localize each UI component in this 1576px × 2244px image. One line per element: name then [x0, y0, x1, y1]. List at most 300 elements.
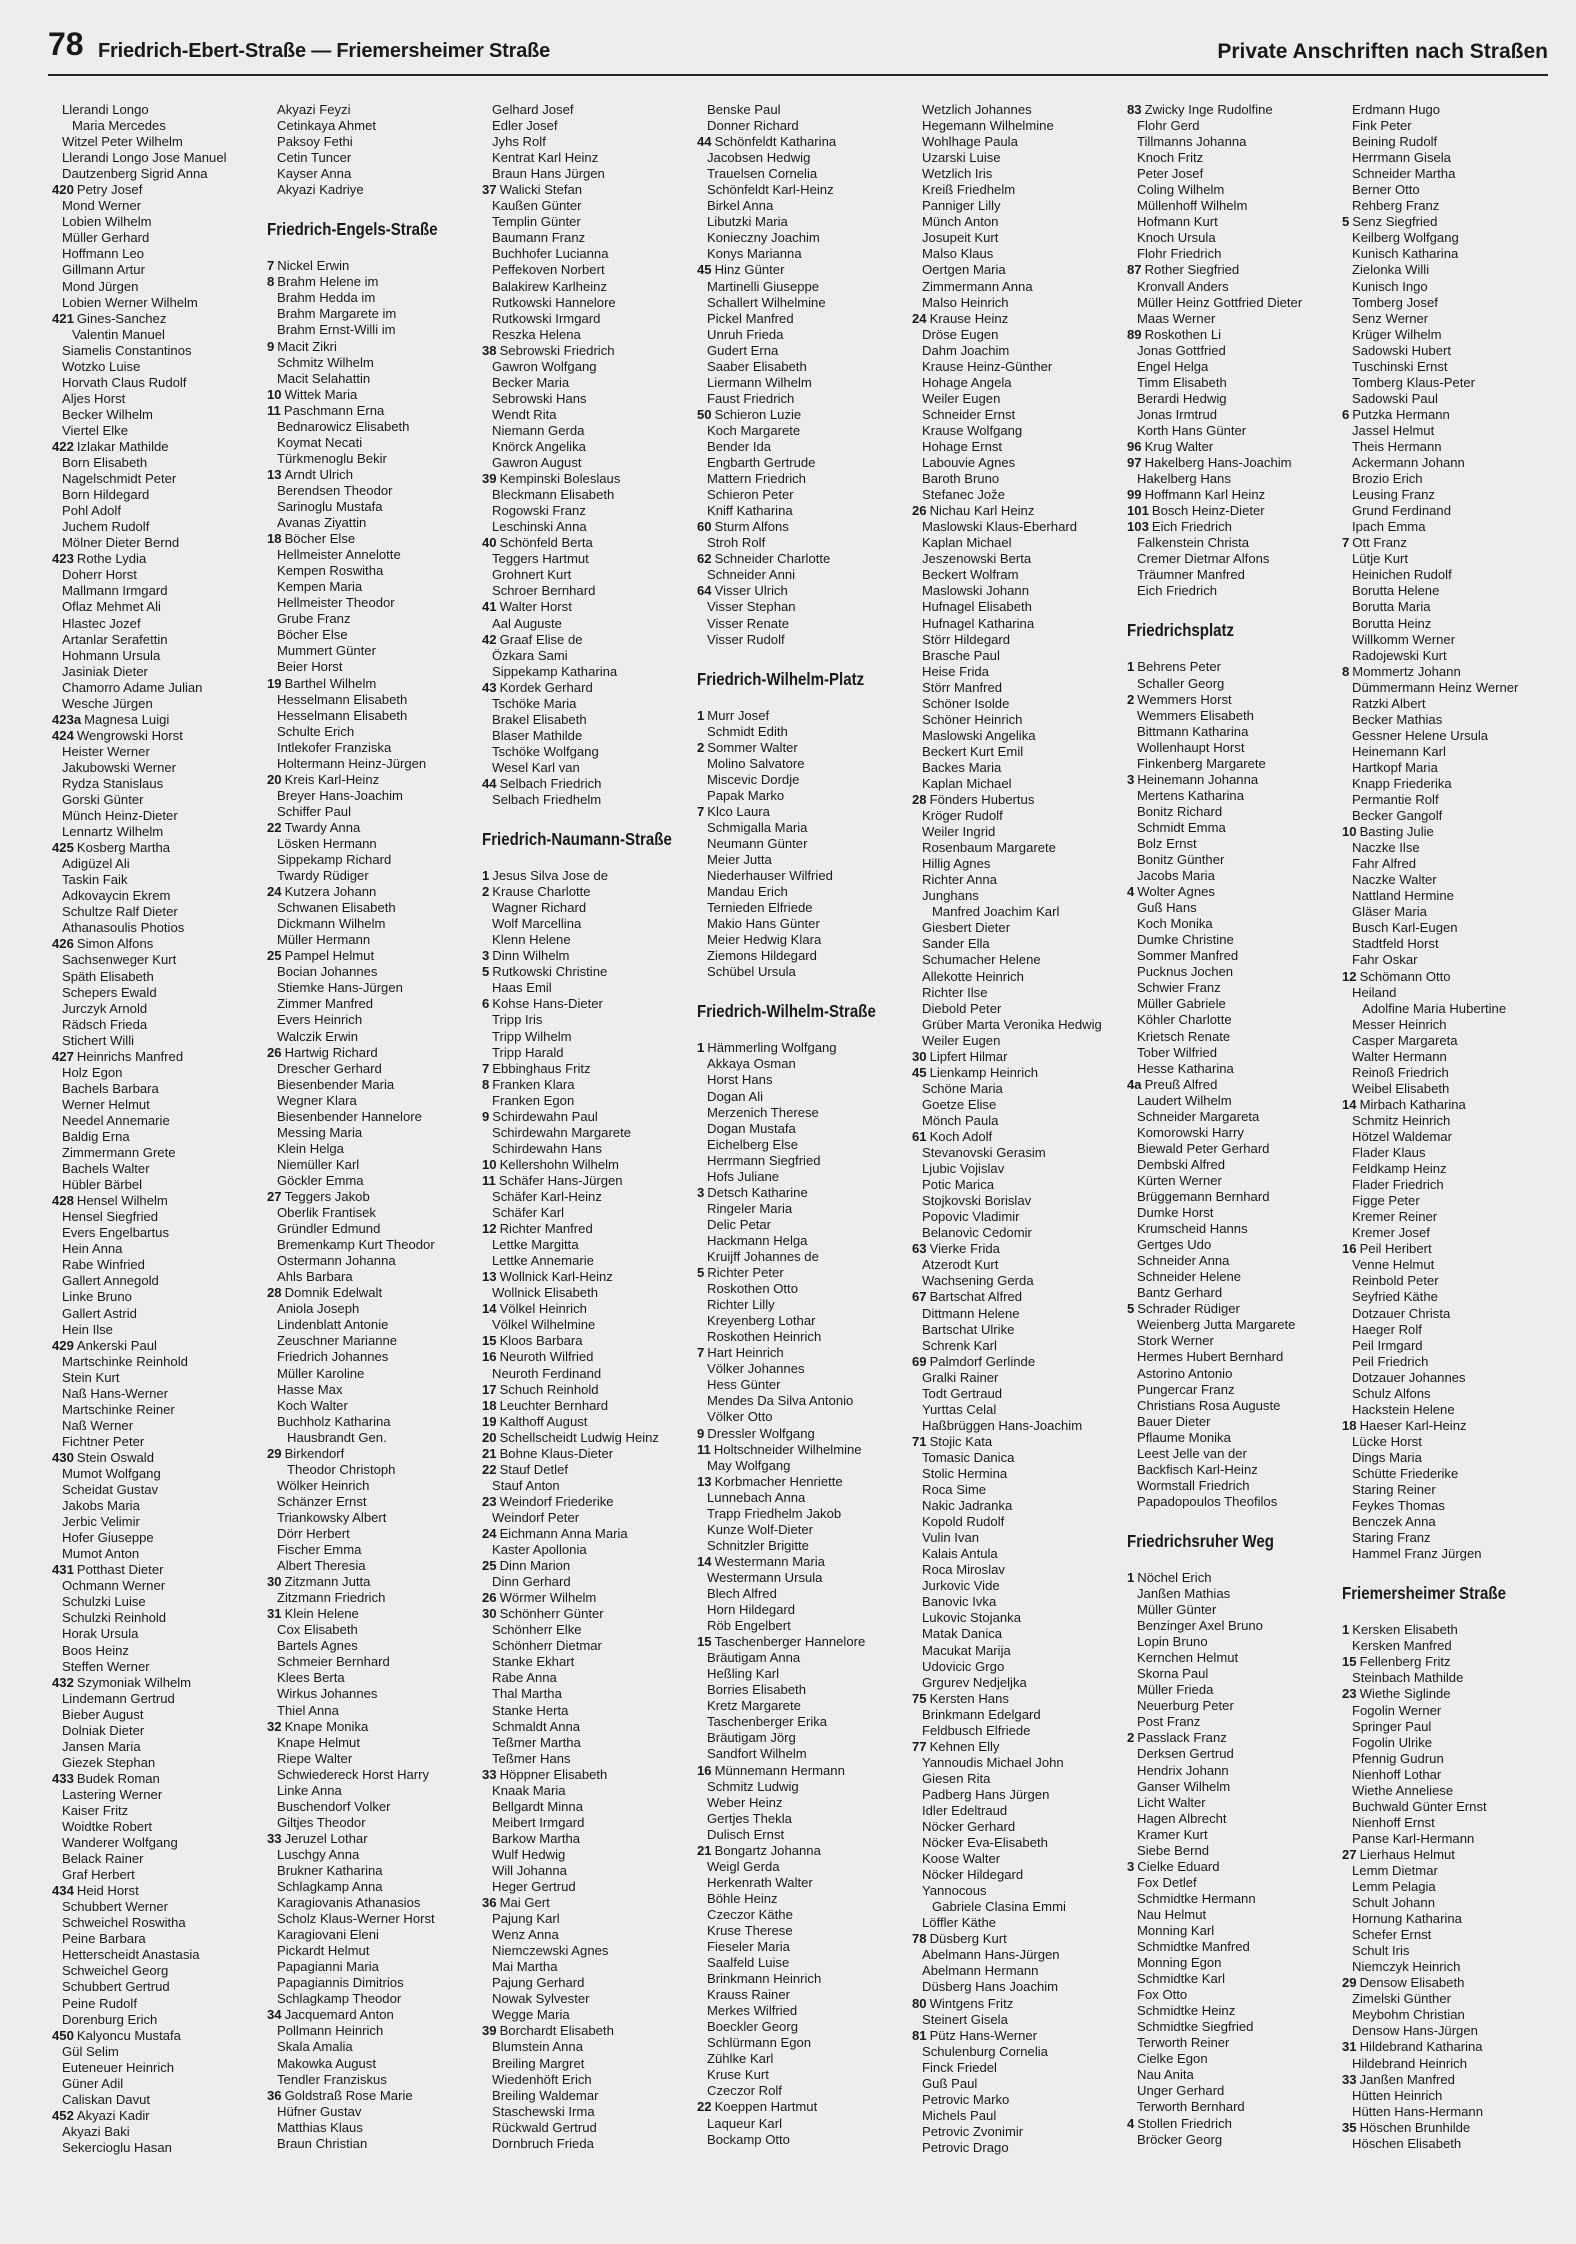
resident-entry [52, 311, 267, 327]
resident-entry [52, 1450, 267, 1466]
resident-entry [912, 1498, 1127, 1514]
house-number: 45 [912, 1064, 927, 1080]
resident-name: Türkmenoglu Bekir [277, 450, 387, 466]
resident-entry [1127, 1779, 1342, 1795]
resident-name: Lettke Annemarie [492, 1253, 594, 1269]
resident-name: Hesse Katharina [1137, 1060, 1234, 1076]
resident-name: Cielke Egon [1137, 2051, 1208, 2067]
resident-entry [912, 2092, 1127, 2108]
resident-name: Roca Miroslav [922, 1562, 1005, 1578]
resident-entry [697, 423, 912, 439]
resident-name: Franken Egon [492, 1092, 575, 1108]
resident-name: Steffen Werner [62, 1658, 150, 1674]
resident-name: Pungercar Franz [1137, 1381, 1235, 1397]
resident-name: Feykes Thomas [1352, 1498, 1445, 1514]
resident-name: Brahm Hedda im [277, 290, 376, 306]
resident-name: Engel Helga [1137, 358, 1209, 374]
resident-name: Evers Engelbartus [62, 1225, 169, 1241]
resident-entry [267, 1221, 482, 1237]
resident-entry [1342, 1209, 1557, 1225]
resident-entry [912, 551, 1127, 567]
resident-name: Düsberg Kurt [929, 1931, 1007, 1947]
resident-entry [1127, 996, 1342, 1012]
resident-entry [482, 632, 697, 648]
resident-entry [52, 2108, 267, 2124]
resident-name: Hesselmann Elisabeth [277, 691, 408, 707]
resident-entry [267, 499, 482, 515]
resident-name: Jeruzel Lothar [284, 1830, 368, 1846]
resident-name: Papak Marko [707, 787, 785, 803]
resident-name: Schuch Reinhold [499, 1381, 599, 1397]
resident-entry [1342, 1530, 1557, 1546]
resident-entry [52, 1787, 267, 1803]
resident-entry [52, 904, 267, 920]
resident-entry [697, 1329, 912, 1345]
resident-entry [697, 1939, 912, 1955]
resident-name: Erdmann Hugo [1352, 102, 1441, 117]
resident-entry [1127, 407, 1342, 423]
resident-entry [697, 150, 912, 166]
resident-entry [697, 230, 912, 246]
resident-name: Athanasoulis Photios [62, 920, 185, 936]
resident-entry [267, 659, 482, 675]
resident-entry [482, 680, 697, 696]
resident-entry [1127, 1398, 1342, 1414]
resident-entry [482, 1029, 697, 1045]
resident-name: Hohmann Ursula [62, 647, 161, 663]
resident-entry [912, 567, 1127, 583]
house-number: 81 [912, 2027, 927, 2043]
resident-entry [912, 1434, 1127, 1450]
resident-name: Stauf Detlef [499, 1461, 568, 1477]
resident-entry [912, 1145, 1127, 1161]
resident-entry [267, 1317, 482, 1333]
resident-name: Heinemann Johanna [1137, 771, 1259, 787]
resident-entry [697, 1201, 912, 1217]
resident-entry [1342, 1975, 1557, 1991]
street-heading: Friedrich-Engels-Straße [267, 219, 438, 240]
resident-name: Pflaume Monika [1137, 1429, 1231, 1445]
resident-entry [482, 1494, 697, 1510]
resident-entry [267, 836, 482, 852]
resident-entry [52, 1915, 267, 1931]
house-number: 14 [482, 1301, 497, 1317]
resident-entry [52, 1755, 267, 1771]
resident-entry [1127, 788, 1342, 804]
resident-entry [912, 246, 1127, 262]
resident-entry [267, 1398, 482, 1414]
resident-name: Zimelski Günther [1352, 1991, 1451, 2007]
resident-entry [482, 182, 697, 198]
resident-name: Kaußen Günter [492, 198, 582, 214]
resident-name: Sturm Alfons [714, 519, 789, 535]
house-number: 5 [1342, 214, 1350, 230]
resident-entry [697, 1586, 912, 1602]
resident-entry [52, 583, 267, 599]
resident-name: Zeuschner Marianne [277, 1333, 398, 1349]
resident-entry [697, 1153, 912, 1169]
resident-entry [267, 2072, 482, 2088]
resident-name: Macit Zikri [277, 338, 337, 354]
resident-entry [52, 888, 267, 904]
resident-name: Adigüzel Ali [62, 856, 130, 872]
resident-name: Klees Berta [277, 1670, 345, 1686]
resident-entry [52, 1931, 267, 1947]
resident-entry [1127, 1349, 1342, 1365]
resident-entry [912, 359, 1127, 375]
resident-name: Leest Jelle van der [1137, 1445, 1247, 1461]
resident-name: Seyfried Käthe [1352, 1289, 1438, 1305]
resident-entry [1342, 904, 1557, 920]
resident-name: Kreyenberg Lothar [707, 1313, 816, 1329]
resident-entry [1342, 1402, 1557, 1418]
resident-entry [482, 102, 697, 118]
resident-name: Klco Laura [707, 803, 770, 819]
resident-entry [52, 2044, 267, 2060]
resident-entry [482, 1638, 697, 1654]
resident-name: Haas Emil [492, 980, 552, 996]
resident-entry [267, 547, 482, 563]
resident-name: Walter Hermann [1352, 1048, 1447, 1064]
resident-name: Hausbrandt Gen. [287, 1429, 387, 1445]
resident-name: Schmidt Edith [707, 723, 788, 739]
resident-entry [267, 852, 482, 868]
resident-name: Ochmann Werner [62, 1578, 166, 1594]
resident-name: Sommer Walter [707, 739, 798, 755]
resident-name: Brahm Margarete im [277, 306, 397, 322]
resident-entry [912, 1546, 1127, 1562]
resident-name: Bleckmann Elisabeth [492, 487, 615, 503]
resident-entry [1127, 2116, 1342, 2132]
resident-name: Tillmanns Johanna [1137, 134, 1247, 150]
resident-name: Bartschat Ulrike [922, 1321, 1015, 1337]
resident-entry [912, 712, 1127, 728]
resident-entry [1342, 1799, 1557, 1815]
resident-entry [697, 1089, 912, 1105]
resident-name: Heger Gertrud [492, 1879, 576, 1895]
resident-name: Borutta Maria [1352, 599, 1431, 615]
resident-entry [697, 1746, 912, 1762]
resident-entry [482, 2088, 697, 2104]
house-number: 425 [52, 840, 74, 856]
resident-entry [482, 2104, 697, 2120]
resident-name: Vulin Ivan [922, 1530, 980, 1546]
resident-entry [1342, 1927, 1557, 1943]
resident-entry [267, 1622, 482, 1638]
resident-name: Biesenbender Maria [277, 1076, 395, 1092]
resident-entry [912, 1707, 1127, 1723]
resident-entry [912, 1450, 1127, 1466]
resident-entry [482, 1398, 697, 1414]
resident-entry [52, 1883, 267, 1899]
resident-name: Twardy Anna [284, 819, 361, 835]
resident-name: Richter Peter [707, 1265, 784, 1281]
resident-entry [697, 1907, 912, 1923]
resident-entry [52, 680, 267, 696]
resident-name: Dröse Eugen [922, 326, 999, 342]
resident-name: Venne Helmut [1352, 1257, 1435, 1273]
resident-entry [1342, 1654, 1557, 1670]
resident-name: Holz Egon [62, 1064, 123, 1080]
resident-name: Manfred Joachim Karl [932, 904, 1060, 920]
resident-entry [52, 1643, 267, 1659]
house-number: 45 [697, 262, 712, 278]
resident-entry [482, 359, 697, 375]
resident-entry [482, 1478, 697, 1494]
house-number: 432 [52, 1674, 74, 1690]
resident-name: Schroer Bernhard [492, 583, 596, 599]
resident-name: Haeser Karl-Heinz [1359, 1417, 1467, 1433]
resident-entry [482, 1205, 697, 1221]
resident-name: Wölker Heinrich [277, 1477, 370, 1493]
resident-entry [267, 1237, 482, 1253]
resident-entry [482, 1189, 697, 1205]
resident-name: Schäfer Karl [492, 1205, 565, 1221]
resident-entry [482, 1061, 697, 1077]
resident-name: Karagiovani Eleni [277, 1927, 379, 1943]
resident-entry [697, 102, 912, 118]
resident-name: Busch Karl-Eugen [1352, 920, 1458, 936]
resident-name: Bittmann Katharina [1137, 723, 1249, 739]
resident-entry [52, 1851, 267, 1867]
resident-entry [52, 423, 267, 439]
resident-entry [697, 166, 912, 182]
resident-name: Kersken Elisabeth [1352, 1622, 1458, 1638]
house-number: 42 [482, 631, 497, 647]
resident-name: Berardi Hedwig [1137, 390, 1227, 406]
resident-name: Born Elisabeth [62, 455, 148, 471]
directory-columns [52, 102, 1542, 2182]
resident-name: Casper Margareta [1352, 1032, 1458, 1048]
resident-entry [1127, 2083, 1342, 2099]
resident-entry [267, 1975, 482, 1991]
resident-name: Krause Charlotte [492, 884, 591, 900]
resident-entry [482, 2136, 697, 2152]
resident-name: Stefanec Jože [922, 487, 1005, 503]
house-number: 10 [1342, 824, 1357, 840]
resident-name: Goldstraß Rose Marie [284, 2087, 413, 2103]
resident-entry [52, 985, 267, 1001]
resident-entry [482, 964, 697, 980]
resident-entry [912, 1514, 1127, 1530]
resident-name: Hammel Franz Jürgen [1352, 1546, 1482, 1562]
resident-name: Guß Paul [922, 2075, 978, 2091]
resident-name: Schmitz Ludwig [707, 1778, 799, 1794]
resident-entry [52, 1402, 267, 1418]
resident-name: Leschinski Anna [492, 519, 587, 535]
resident-entry [52, 1081, 267, 1097]
resident-name: Dickmann Wilhelm [277, 916, 386, 932]
resident-name: Rutkowski Irmgard [492, 310, 601, 326]
resident-entry [1127, 1029, 1342, 1045]
resident-entry [482, 487, 697, 503]
resident-name: Euteneuer Heinrich [62, 2059, 175, 2075]
resident-name: Grohnert Kurt [492, 567, 572, 583]
resident-entry [482, 1012, 697, 1028]
resident-name: Breiling Waldemar [492, 2087, 599, 2103]
resident-name: Beier Horst [277, 659, 343, 675]
resident-name: Gawron Wolfgang [492, 358, 597, 374]
resident-entry [912, 1273, 1127, 1289]
resident-name: Steinert Gisela [922, 2011, 1008, 2027]
resident-entry [482, 1686, 697, 1702]
resident-entry [482, 343, 697, 359]
resident-name: Sebrowski Friedrich [499, 342, 615, 358]
house-number: 77 [912, 1738, 927, 1754]
resident-name: Matthias Klaus [277, 2119, 363, 2135]
resident-name: Unger Gerhard [1137, 2083, 1225, 2099]
resident-entry [912, 1049, 1127, 1065]
resident-name: Senz Werner [1352, 310, 1429, 326]
resident-entry [1342, 2120, 1557, 2136]
resident-name: Atzerodt Kurt [922, 1257, 999, 1273]
resident-name: Schöner Isolde [922, 695, 1010, 711]
house-number: 44 [697, 134, 712, 150]
resident-entry [1342, 1815, 1557, 1831]
resident-entry [912, 1193, 1127, 1209]
resident-name: Jesus Silva Jose de [492, 868, 609, 884]
resident-entry [912, 327, 1127, 343]
resident-entry [912, 952, 1127, 968]
house-number: 5 [482, 964, 490, 980]
resident-name: Merzenich Therese [707, 1104, 819, 1120]
resident-entry [912, 2124, 1127, 2140]
resident-name: Hetterscheidt Anastasia [62, 1947, 200, 1963]
resident-name: Hufnagel Elisabeth [922, 599, 1032, 615]
resident-name: Weiler Eugen [922, 1032, 1001, 1048]
resident-name: Zitzmann Friedrich [277, 1590, 386, 1606]
resident-entry [267, 595, 482, 611]
house-number: 24 [912, 310, 927, 326]
resident-name: Sebrowski Hans [492, 390, 587, 406]
resident-entry [697, 1265, 912, 1281]
resident-name: Kunisch Katharina [1352, 246, 1459, 262]
resident-name: Murr Josef [707, 707, 770, 723]
resident-name: Kayser Anna [277, 166, 352, 182]
resident-entry [912, 102, 1127, 118]
resident-name: Krüger Wilhelm [1352, 326, 1442, 342]
resident-name: Hartwig Richard [284, 1044, 378, 1060]
resident-entry [267, 1943, 482, 1959]
resident-name: Heinemann Karl [1352, 743, 1446, 759]
resident-entry [52, 1819, 267, 1835]
resident-entry [697, 2051, 912, 2067]
resident-entry [482, 1317, 697, 1333]
resident-name: Stadtfeld Horst [1352, 936, 1439, 952]
resident-entry [697, 868, 912, 884]
resident-name: Tripp Harald [492, 1044, 564, 1060]
resident-entry [482, 1911, 697, 1927]
resident-name: Knaak Maria [492, 1782, 566, 1798]
resident-entry [912, 375, 1127, 391]
resident-name: Jasiniak Dieter [62, 663, 148, 679]
resident-name: Domnik Edelwalt [284, 1285, 383, 1301]
resident-name: Preuß Alfred [1144, 1076, 1218, 1092]
resident-entry [52, 1225, 267, 1241]
resident-entry [912, 1225, 1127, 1241]
resident-name: Finck Friedel [922, 2059, 997, 2075]
resident-entry [267, 1815, 482, 1831]
resident-name: Kronvall Anders [1137, 278, 1229, 294]
resident-entry [697, 551, 912, 567]
resident-entry [1342, 792, 1557, 808]
resident-name: Monning Egon [1137, 1955, 1222, 1971]
house-number: 3 [697, 1184, 705, 1200]
resident-name: Nattland Hermine [1352, 888, 1454, 904]
resident-name: Hoffmann Leo [62, 246, 145, 262]
resident-entry [912, 1113, 1127, 1129]
resident-name: Jerbic Velimir [62, 1514, 140, 1530]
resident-name: Kaster Apollonia [492, 1542, 587, 1558]
resident-name: Ringeler Maria [707, 1200, 793, 1216]
resident-entry [52, 1610, 267, 1626]
resident-entry [267, 1783, 482, 1799]
resident-name: Becker Gangolf [1352, 808, 1443, 824]
resident-name: Mirbach Katharina [1359, 1096, 1466, 1112]
house-number: 28 [912, 792, 927, 808]
resident-entry [1127, 740, 1342, 756]
resident-entry [52, 375, 267, 391]
house-number: 2 [1127, 691, 1135, 707]
resident-entry [267, 1606, 482, 1622]
resident-name: Krause Heinz [929, 310, 1009, 326]
resident-entry [267, 1205, 482, 1221]
resident-entry [1342, 680, 1557, 696]
resident-name: Weienberg Jutta Margarete [1137, 1317, 1296, 1333]
resident-entry [52, 1129, 267, 1145]
resident-name: Skorna Paul [1137, 1666, 1209, 1682]
resident-name: Herkenrath Walter [707, 1874, 813, 1890]
resident-name: Pickel Manfred [707, 310, 794, 326]
resident-entry [697, 1795, 912, 1811]
resident-name: Pütz Hans-Werner [929, 2027, 1038, 2043]
resident-name: Biewald Peter Gerhard [1137, 1140, 1270, 1156]
resident-name: Mertens Katharina [1137, 787, 1244, 803]
resident-name: Schirdewahn Paul [492, 1108, 598, 1124]
resident-name: Palmdorf Gerlinde [929, 1353, 1036, 1369]
resident-name: Evers Heinrich [277, 1012, 363, 1028]
resident-name: Hildebrand Heinrich [1352, 2055, 1467, 2071]
resident-name: Mai Martha [492, 1959, 558, 1975]
resident-name: Mond Jürgen [62, 278, 139, 294]
resident-name: Borchardt Elisabeth [499, 2023, 614, 2039]
running-title: Friedrich-Ebert-Straße — Friemersheimer Straße [98, 40, 551, 62]
resident-entry [1127, 708, 1342, 724]
resident-name: Rydza Stanislaus [62, 775, 164, 791]
resident-name: Hildebrand Katharina [1359, 2039, 1483, 2055]
resident-name: Horvath Claus Rudolf [62, 374, 187, 390]
resident-name: Bender Ida [707, 438, 772, 454]
house-number: 28 [267, 1285, 282, 1301]
resident-name: Haßbrüggen Hans-Joachim [922, 1417, 1083, 1433]
resident-name: Wengrowski Horst [76, 727, 183, 743]
resident-entry [1127, 583, 1342, 599]
resident-entry [52, 279, 267, 295]
resident-name: Stein Oswald [76, 1449, 155, 1465]
resident-name: Feldbusch Elfriede [922, 1722, 1031, 1738]
resident-name: Staring Franz [1352, 1530, 1431, 1546]
resident-entry [697, 471, 912, 487]
resident-name: Bartels Agnes [277, 1638, 358, 1654]
house-number: 3 [1127, 771, 1135, 787]
resident-name: Richter Lilly [707, 1297, 775, 1313]
resident-entry [697, 118, 912, 134]
house-number: 430 [52, 1449, 74, 1465]
resident-entry [1342, 1911, 1557, 1927]
resident-name: Nienhoff Lothar [1352, 1766, 1442, 1782]
resident-name: Münch Anton [922, 214, 999, 230]
house-number: 7 [697, 803, 705, 819]
